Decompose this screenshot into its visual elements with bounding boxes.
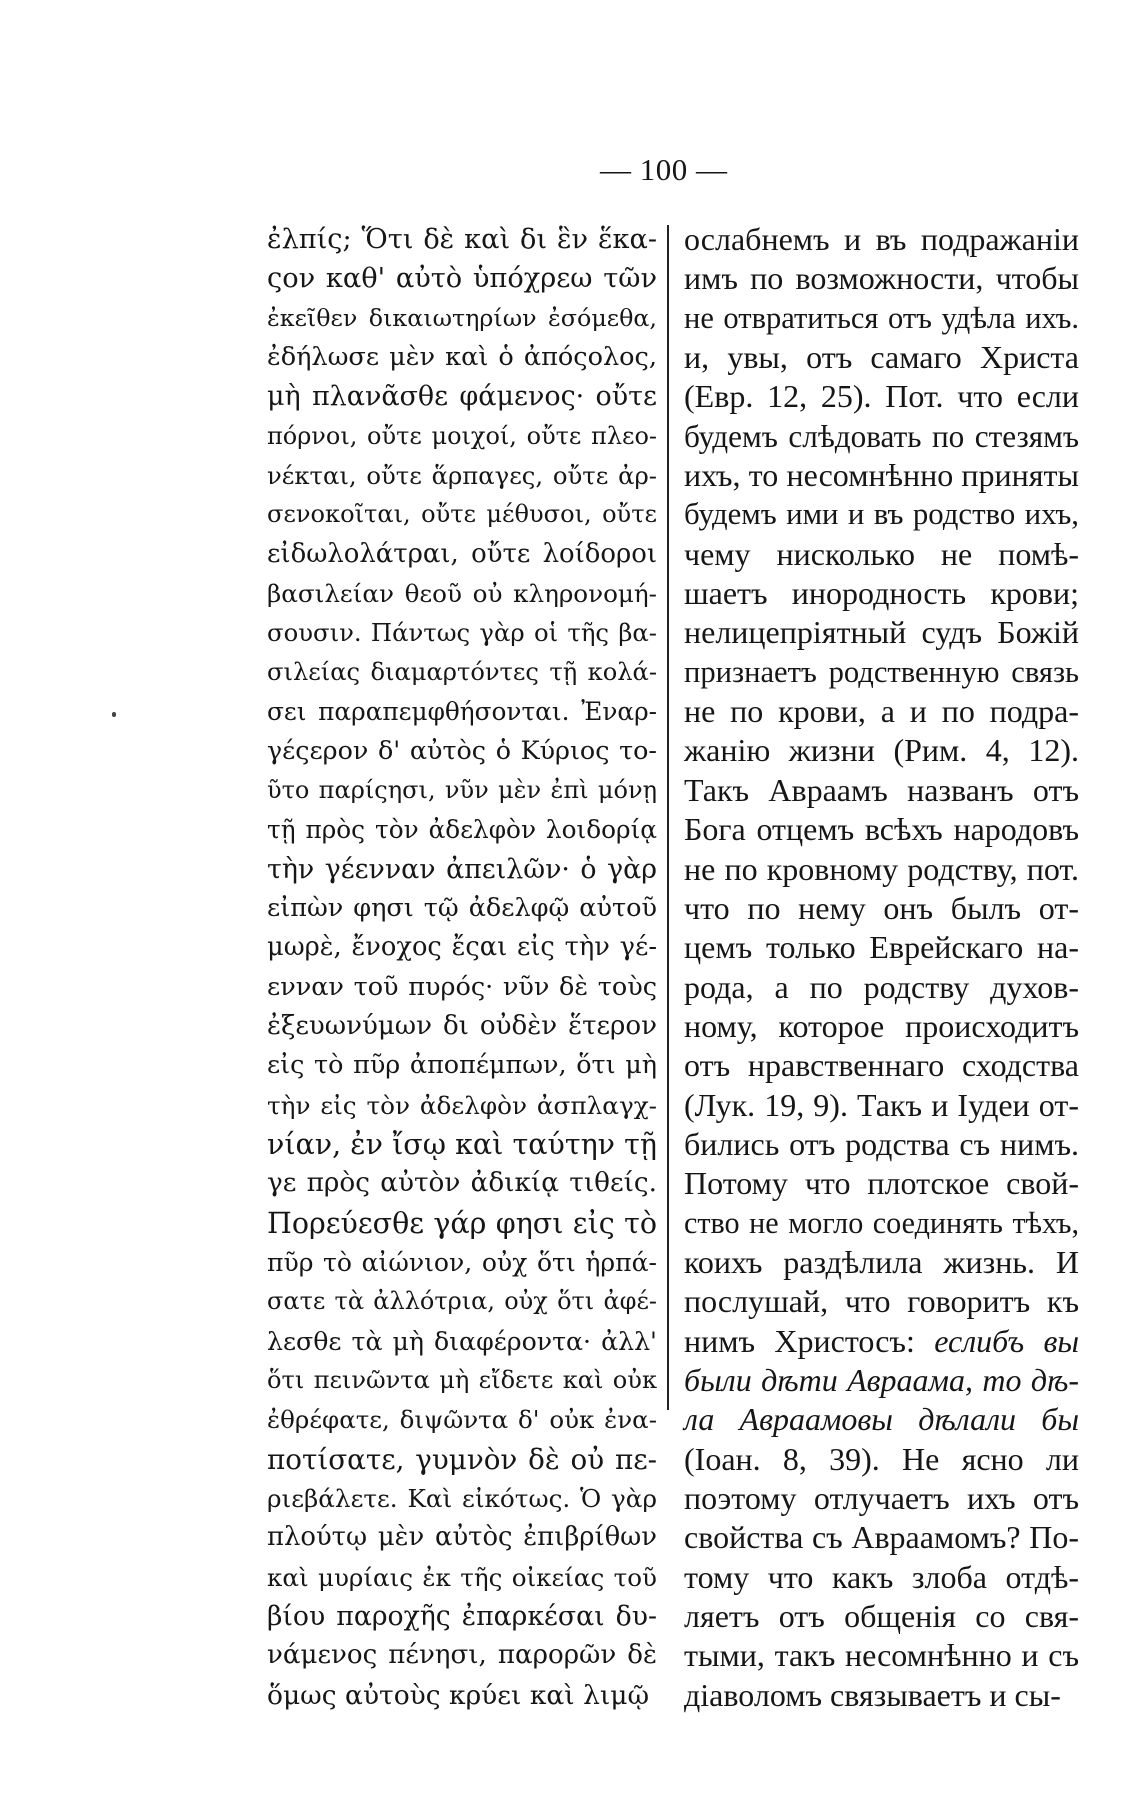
text-line: что по нему онъ былъ от- [684,889,1079,926]
text-line: Потому что плотское свой- [684,1165,1079,1202]
text-line: τὴν γέενναν ἀπειλῶν· ὁ γὰρ [267,853,657,885]
text-line: бились отъ родства съ нимъ. [684,1125,1079,1162]
text-line: шаетъ инородность крови; [684,575,1079,612]
text-line: νέκται, οὔτε ἅρπαγες, οὔτε ἀρ- [267,461,657,491]
text-line: были дѣти Авраама, то дѣ- [684,1361,1079,1398]
text-line: имъ по возможности, чтобы [684,260,1079,297]
text-line: ла Авраамовы дѣлали бы [684,1401,1079,1438]
text-line: νίαν, ἐν ἴσῳ καὶ ταύτην τῇ [267,1127,657,1161]
text-line: ποτίσατε, γυμνὸν δὲ οὐ πε- [267,1442,657,1476]
text-line: послушай, что говоритъ къ [684,1283,1079,1320]
text-line: ἐξευωνύμων δι οὐδὲν ἕτερον [267,1010,657,1041]
text-line: жанію жизни (Рим. 4, 12). [684,732,1079,769]
page-number: — 100 — [600,152,728,187]
right-column-russian-text [684,220,1079,1715]
text-line: тыми, такъ несомнѣнно и съ [684,1637,1079,1674]
text-line: поэтому отлучаетъ ихъ отъ [684,1480,1079,1516]
text-line: свойства съ Авраамомъ? По- [684,1519,1079,1556]
text-line: λεσθε τὰ μὴ διαφέροντα· ἀλλ' [267,1326,657,1356]
text-line: καὶ μυρίαις ἐκ τῆς οἰκείας τοῦ [267,1562,657,1592]
text-line: коихъ раздѣлила жизнь. И [684,1243,1079,1280]
text-line: нимъ Христосъ: еслибъ вы [684,1322,1080,1359]
text-line: тому что какъ злоба отдѣ- [684,1558,1079,1595]
text-line: πόρνοι, οὔτε μοιχοί, οὔτε πλεο- [267,421,657,450]
text-line: σουσιν. Πάντως γὰρ οἱ τῆς βα- [267,618,657,648]
text-line: чему нисколько не помѣ- [684,535,1079,572]
text-line: ному, которое происходитъ [684,1007,1079,1044]
column-divider [667,225,669,1410]
text-line: τὴν εἰς τὸν ἀδελφὸν ἀσπλαγχ- [267,1090,657,1120]
text-line: діаволомъ связываетъ и сы- [684,1676,1061,1713]
text-line: πλούτῳ μὲν αὐτὸς ἐπιβρίθων [267,1522,657,1553]
text-line: ῦτο παρίςησι, νῦν μὲν ἐπὶ μόνῃ [267,775,657,804]
text-line: τῇ πρὸς τὸν ἀδελφὸν λοιδορίᾳ [267,815,657,845]
text-line: ριεβάλετε. Καὶ εἰκότως. Ὁ γὰρ [267,1484,657,1513]
text-line: Бога отцемъ всѣхъ народовъ [684,811,1079,848]
text-line: будемъ ими и въ родство ихъ, [684,497,1079,532]
text-line: σιλείας διαμαρτόντες τῇ κολά- [267,657,657,686]
text-line: σατε τὰ ἀλλότρια, οὐχ ὅτι ἀφέ- [267,1287,657,1316]
italic-quote: еслибъ вы [934,1322,1080,1359]
text-line: ство не могло соединять тѣхъ, [684,1205,1079,1240]
text-line: ὅμως αὐτοὺς κρύει καὶ λιμῷ [267,1679,650,1711]
text-line: (Іоан. 8, 39). Не ясно ли [684,1440,1079,1477]
text-line: εἰς τὸ πῦρ ἀποπέμπων, ὅτι μὴ [267,1050,657,1081]
text-line: ςον καθ' αὐτὸ ὑπόχρεω τῶν [267,263,657,295]
text-line: ихъ, то несомнѣнно приняты [684,457,1079,494]
text-line: μωρὲ, ἔνοχος ἔςαι εἰς τὴν γέ- [267,932,657,963]
stray-mark [112,712,116,717]
text-line: νάμενος πένησι, παρορῶν δὲ [267,1640,657,1671]
text-line: отъ нравственнаго сходства [684,1047,1079,1084]
text-line: ὅτι πεινῶντα μὴ εἴδετε καὶ οὐκ [267,1365,657,1394]
text-line: ενναν τοῦ πυρός· νῦν δὲ τοὺς [267,971,657,1002]
text-line: Такъ Авраамъ названъ отъ [684,771,1079,808]
text-line: σει παραπεμφθήσονται. Ἐναρ- [267,697,657,727]
text-line: (Лук. 19, 9). Такъ и Іудеи от- [684,1086,1079,1123]
text-line: μὴ πλανᾶσθε φάμενος· οὔτε [267,381,657,413]
text-line: нелицепріятный судъ Божій [684,614,1079,651]
text-line: не отвратиться отъ удѣла ихъ. [684,300,1079,335]
text-line: ляетъ отъ общенія со свя- [684,1598,1079,1635]
text-line: ἐδήλωσε μὲν καὶ ὁ ἀπόςολος, [267,342,657,373]
text-line: не по кровному родству, пот. [684,850,1079,887]
text-line: σενοκοῖται, οὔτε μέθυσοι, οὔτε [267,500,657,529]
text-line: βασιλείαν θεοῦ οὐ κληρονομή- [267,579,657,609]
text-line: (Евр. 12, 25). Пот. что если [684,378,1079,415]
left-column-greek-text [267,220,657,1715]
text-line: γε πρὸς αὐτὸν ἀδικίᾳ τιθείς. [267,1168,657,1199]
text-line: βίου παροχῆς ἐπαρκέσαι δυ- [267,1601,657,1633]
text-line: ἐκεῖθεν δικαιωτηρίων ἐσόμεθα, [267,303,657,332]
text-line: будемъ слѣдовать по стезямъ [684,418,1079,454]
text-line: ἐθρέφατε, διψῶντα δ' οὐκ ἐνα- [267,1405,657,1435]
text-line: цемъ только Еврейскаго на- [684,929,1079,966]
text-line: и, увы, отъ самаго Христа [684,339,1079,376]
text-line: πῦρ τὸ αἰώνιον, οὐχ ὅτι ἡρπά- [267,1247,657,1277]
text-line: признаетъ родственную связь [684,654,1079,689]
text-line: не по крови, а и по подра- [684,693,1079,730]
text-line: γέςερον δ' αὐτὸς ὁ Κύριος το- [267,735,657,766]
text-line: εἰδωλολάτραι, οὔτε λοίδοροι [267,538,657,569]
text-line: Πορεύεσθε γάρ φησι εἰς τὸ [267,1206,657,1240]
text-line: ослабнемъ и въ подражаніи [684,221,1079,257]
text-line: рода, а по родству духов- [684,968,1079,1005]
text-line: ἐλπίς; Ὅτι δὲ καὶ δι ἓν ἕκα- [267,224,657,255]
text-line: εἰπὼν φησι τῷ ἀδελφῷ αὐτοῦ [267,892,657,923]
